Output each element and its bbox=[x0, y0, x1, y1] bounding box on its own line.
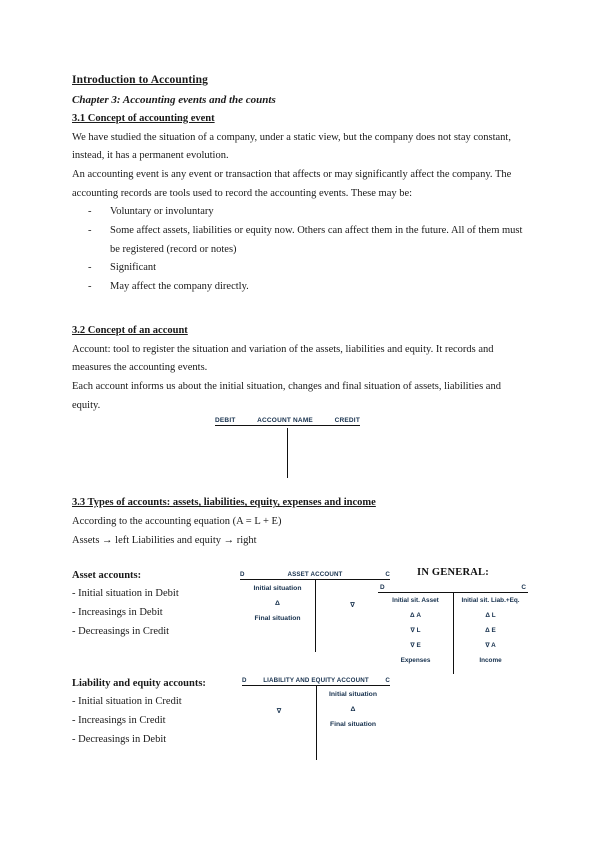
general-debit-entry: Expenses bbox=[400, 656, 431, 664]
asset-account-divider bbox=[315, 580, 316, 652]
liability-account-header bbox=[242, 677, 390, 687]
paragraph-3-1-a: We have studied the situation of a company, under a static view, but the company does not stay constant, instead, it has a permanent evolution. bbox=[72, 131, 511, 162]
general-debit-entry: ∇ E bbox=[410, 641, 421, 649]
page-content bbox=[72, 72, 528, 771]
general-debit-entry: ∇ L bbox=[410, 627, 421, 634]
list-item bbox=[72, 222, 528, 259]
general-credit-entry: Initial sit. Liab.+Eq. bbox=[461, 597, 520, 605]
bullet-dash-icon: - bbox=[88, 225, 92, 237]
debit-letter: D bbox=[240, 570, 245, 578]
spacer bbox=[72, 551, 528, 567]
paragraph-3-2-b: Each account informs us about the initial situation, changes and final situation of assets, liabilities and equity. bbox=[72, 381, 501, 411]
list-item bbox=[72, 203, 528, 222]
asset-debit-column bbox=[240, 580, 315, 652]
general-credit-entry: Income bbox=[479, 656, 502, 664]
credit-letter: C bbox=[521, 583, 526, 591]
account-name-label: ACCOUNT NAME bbox=[257, 417, 313, 425]
t-account-divider bbox=[287, 428, 288, 478]
debit-label: DEBIT bbox=[215, 417, 236, 425]
liability-accounts-line: - Increasings in Credit bbox=[72, 714, 166, 726]
in-general-header bbox=[378, 584, 528, 594]
in-general-credit-column bbox=[453, 597, 528, 666]
asset-accounts-labels bbox=[72, 567, 242, 642]
liability-equity-accounts-block bbox=[72, 675, 528, 771]
liability-account-t-diagram bbox=[242, 677, 390, 761]
in-general-body bbox=[378, 593, 528, 666]
liability-accounts-line: - Decreasings in Debit bbox=[72, 733, 167, 745]
bullet-dash-icon: - bbox=[88, 206, 92, 218]
list-item-label: May affect the company directly. bbox=[110, 281, 249, 293]
liability-accounts-title: Liability and equity accounts: bbox=[72, 677, 206, 689]
asset-debit-entry: Final situation bbox=[254, 615, 301, 623]
chapter-title: Chapter 3: Accounting events and the counts bbox=[72, 93, 276, 106]
asset-credit-entry: ∇ bbox=[350, 602, 355, 610]
t-account-diagram bbox=[72, 417, 528, 479]
general-credit-entry: Δ L bbox=[485, 612, 496, 620]
asset-accounts-line: - Decreasings in Credit bbox=[72, 625, 170, 637]
asset-accounts-block bbox=[72, 567, 528, 675]
liability-debit-column bbox=[242, 686, 316, 760]
liability-account-divider bbox=[316, 686, 317, 760]
liability-credit-column bbox=[316, 686, 390, 760]
in-general-divider bbox=[453, 593, 454, 674]
in-general-title: IN GENERAL: bbox=[417, 566, 489, 578]
asset-debit-entry: Initial situation bbox=[253, 585, 302, 593]
section-heading-3-2: 3.2 Concept of an account bbox=[72, 324, 188, 336]
list-item bbox=[72, 278, 528, 297]
debit-letter: D bbox=[380, 583, 385, 591]
in-general-debit-column bbox=[378, 597, 453, 666]
asset-account-title: ASSET ACCOUNT bbox=[287, 570, 343, 578]
list-item bbox=[72, 259, 528, 278]
liability-credit-entry: Δ bbox=[350, 706, 356, 714]
asset-debit-entry: Δ bbox=[275, 600, 280, 608]
asset-accounts-line: - Increasings in Debit bbox=[72, 606, 163, 618]
debit-letter: D bbox=[242, 676, 247, 684]
asset-accounts-line: - Initial situation in Debit bbox=[72, 588, 179, 600]
in-general-table bbox=[378, 567, 528, 666]
bullet-dash-icon: - bbox=[88, 281, 92, 293]
spacer bbox=[72, 479, 528, 495]
list-item-label: Significant bbox=[110, 262, 157, 274]
liability-account-body bbox=[242, 686, 390, 760]
asset-account-header bbox=[240, 571, 390, 581]
liability-credit-entry: Final situation bbox=[329, 721, 377, 729]
paragraph-3-2-a: Account: tool to register the situation and variation of the assets, liabilities and equity. It records and measures the accounting events. bbox=[72, 343, 494, 374]
spacer bbox=[72, 297, 528, 323]
section-heading-3-3: 3.3 Types of accounts: assets, liabilities, equity, expenses and income bbox=[72, 497, 376, 509]
asset-account-t-diagram bbox=[240, 571, 390, 653]
general-debit-entry: Initial sit. Asset bbox=[392, 597, 439, 605]
paragraph-3-3-b: Assets → left Liabilities and equity → right bbox=[72, 534, 257, 546]
asset-accounts-title: Asset accounts: bbox=[72, 569, 142, 581]
asset-account-body bbox=[240, 580, 390, 652]
t-account-header bbox=[215, 417, 360, 426]
credit-letter: C bbox=[385, 570, 390, 578]
bullet-dash-icon: - bbox=[88, 262, 92, 274]
liability-debit-entry: ∇ bbox=[276, 708, 282, 716]
accounting-event-list bbox=[72, 203, 528, 296]
page-title: Introduction to Accounting bbox=[72, 74, 208, 86]
credit-label: CREDIT bbox=[334, 417, 360, 425]
liability-account-title: LIABILITY AND EQUITY ACCOUNT bbox=[263, 676, 369, 684]
paragraph-3-3-a: According to the accounting equation (A = L + E) bbox=[72, 516, 282, 528]
liability-credit-entry: Initial situation bbox=[329, 691, 377, 699]
liability-accounts-labels bbox=[72, 675, 252, 750]
section-heading-3-1: 3.1 Concept of accounting event bbox=[72, 112, 215, 124]
list-item-label: Voluntary or involuntary bbox=[110, 206, 214, 218]
general-debit-entry: Δ A bbox=[410, 612, 421, 620]
list-item-label: Some affect assets, liabilities or equity now. Others can affect them in the future. All of them must be registered (record or notes) bbox=[110, 225, 523, 255]
general-credit-entry: Δ E bbox=[485, 627, 496, 634]
paragraph-3-1-b: An accounting event is any event or transaction that affects or may significantly affect the company. The accounting records are tools used to record the accounting events. These may be: bbox=[72, 169, 512, 199]
general-credit-entry: ∇ A bbox=[485, 641, 496, 649]
credit-letter: C bbox=[385, 676, 390, 684]
liability-accounts-line: - Initial situation in Credit bbox=[72, 696, 182, 708]
